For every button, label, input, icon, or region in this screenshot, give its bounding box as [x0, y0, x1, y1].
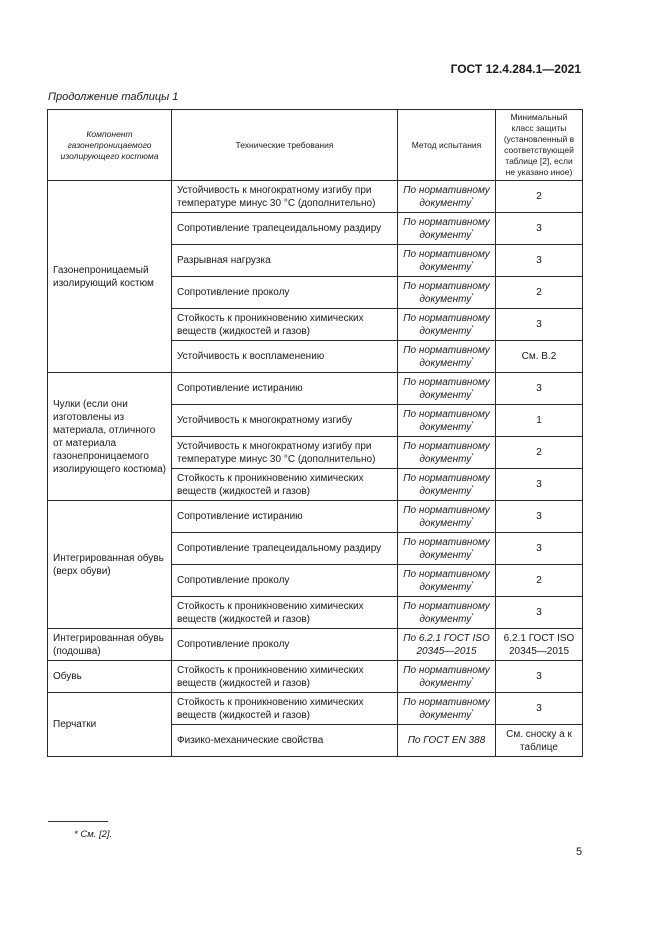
requirement-cell: Устойчивость к многократному изгибу: [172, 405, 398, 437]
class-cell: 2: [496, 277, 583, 309]
component-cell: Интегрированная обувь (подошва): [48, 629, 172, 661]
class-cell: См. сноску а к таблице: [496, 725, 583, 757]
table-row: [48, 629, 583, 661]
footnote: [74, 829, 112, 840]
method-cell: По нормативному документу*: [398, 533, 496, 565]
component-cell: Интегрированная обувь (верх обуви): [48, 501, 172, 629]
requirement-cell: Стойкость к проникновению химических веществ (жидкостей и газов): [172, 661, 398, 693]
method-cell: По ГОСТ EN 388: [398, 725, 496, 757]
requirement-cell: Устойчивость к воспламенению: [172, 341, 398, 373]
requirement-cell: Сопротивление истиранию: [172, 373, 398, 405]
table-row: [48, 373, 583, 405]
class-cell: 3: [496, 469, 583, 501]
footnote-ref-marker: *: [471, 357, 474, 364]
table-row: [48, 661, 583, 693]
footnote-text: См. [2].: [80, 829, 113, 840]
class-cell: 3: [496, 533, 583, 565]
table-row: [48, 693, 583, 725]
standard-code: ГОСТ 12.4.284.1—2021: [450, 62, 581, 76]
class-cell: 3: [496, 373, 583, 405]
method-cell: По нормативному документу*: [398, 693, 496, 725]
requirement-cell: Стойкость к проникновению химических веществ (жидкостей и газов): [172, 469, 398, 501]
footnote-ref-marker: *: [471, 453, 474, 460]
requirements-table: [47, 109, 583, 757]
requirement-cell: Стойкость к проникновению химических веществ (жидкостей и газов): [172, 597, 398, 629]
requirement-cell: Сопротивление трапецеидальному раздиру: [172, 213, 398, 245]
class-cell: 3: [496, 693, 583, 725]
footnote-ref-marker: *: [471, 421, 474, 428]
footnote-marker: *: [74, 829, 78, 840]
class-cell: См. В.2: [496, 341, 583, 373]
class-cell: 2: [496, 437, 583, 469]
footnote-ref-marker: *: [471, 549, 474, 556]
method-cell: По 6.2.1 ГОСТ ISO 20345—2015: [398, 629, 496, 661]
class-cell: 3: [496, 309, 583, 341]
footnote-ref-marker: *: [471, 613, 474, 620]
method-cell: По нормативному документу*: [398, 277, 496, 309]
method-cell: По нормативному документу*: [398, 501, 496, 533]
component-cell: Перчатки: [48, 693, 172, 757]
table-row: [48, 501, 583, 533]
table-header-row: [48, 110, 583, 181]
requirement-cell: Устойчивость к многократному изгибу при температуре минус 30 °С (дополнительно): [172, 181, 398, 213]
method-cell: По нормативному документу*: [398, 469, 496, 501]
requirement-cell: Физико-механические свойства: [172, 725, 398, 757]
footnote-ref-marker: *: [471, 709, 474, 716]
component-cell: Обувь: [48, 661, 172, 693]
class-cell: 2: [496, 565, 583, 597]
requirement-cell: Устойчивость к многократному изгибу при температуре минус 30 °С (дополнительно): [172, 437, 398, 469]
class-cell: 3: [496, 213, 583, 245]
method-cell: По нормативному документу*: [398, 373, 496, 405]
method-cell: По нормативному документу*: [398, 437, 496, 469]
footnote-ref-marker: *: [471, 389, 474, 396]
class-cell: 3: [496, 661, 583, 693]
class-cell: 2: [496, 181, 583, 213]
method-cell: По нормативному документу*: [398, 181, 496, 213]
class-cell: 1: [496, 405, 583, 437]
header-requirements: Технические требования: [172, 110, 398, 181]
footnote-ref-marker: *: [471, 229, 474, 236]
class-cell: 3: [496, 501, 583, 533]
footnote-ref-marker: *: [471, 485, 474, 492]
class-cell: 6.2.1 ГОСТ ISO 20345—2015: [496, 629, 583, 661]
method-cell: По нормативному документу*: [398, 309, 496, 341]
requirement-cell: Разрывная нагрузка: [172, 245, 398, 277]
class-cell: 3: [496, 597, 583, 629]
footnote-ref-marker: *: [471, 581, 474, 588]
method-cell: По нормативному документу*: [398, 245, 496, 277]
footnote-ref-marker: *: [471, 293, 474, 300]
footnote-divider: [48, 821, 108, 822]
requirement-cell: Сопротивление проколу: [172, 565, 398, 597]
header-component: Компонент газонепроницаемого изолирующего костюма: [48, 110, 172, 181]
header-class: Минимальный класс защиты (установленный в соответствующей таблице [2], если не указано иное): [496, 110, 583, 181]
method-cell: По нормативному документу*: [398, 661, 496, 693]
method-cell: По нормативному документу*: [398, 405, 496, 437]
requirement-cell: Сопротивление проколу: [172, 277, 398, 309]
footnote-ref-marker: *: [471, 325, 474, 332]
footnote-ref-marker: *: [471, 677, 474, 684]
requirement-cell: Сопротивление истиранию: [172, 501, 398, 533]
footnote-ref-marker: *: [471, 261, 474, 268]
method-cell: По нормативному документу*: [398, 597, 496, 629]
component-cell: Чулки (если они изготовлены из материала, отличного от материала газонепроницаемого изолирующего костюма): [48, 373, 172, 501]
page-number: 5: [576, 846, 583, 858]
requirement-cell: Сопротивление проколу: [172, 629, 398, 661]
footnote-ref-marker: *: [471, 517, 474, 524]
table-row: [48, 181, 583, 213]
footnote-ref-marker: *: [471, 197, 474, 204]
header-method: Метод испытания: [398, 110, 496, 181]
requirement-cell: Сопротивление трапецеидальному раздиру: [172, 533, 398, 565]
table-body: [48, 181, 583, 757]
class-cell: 3: [496, 245, 583, 277]
table-caption: Продолжение таблицы 1: [48, 91, 179, 103]
method-cell: По нормативному документу*: [398, 341, 496, 373]
method-cell: По нормативному документу*: [398, 565, 496, 597]
component-cell: Газонепроницаемый изолирующий костюм: [48, 181, 172, 373]
requirement-cell: Стойкость к проникновению химических веществ (жидкостей и газов): [172, 693, 398, 725]
method-cell: По нормативному документу*: [398, 213, 496, 245]
requirement-cell: Стойкость к проникновению химических веществ (жидкостей и газов): [172, 309, 398, 341]
